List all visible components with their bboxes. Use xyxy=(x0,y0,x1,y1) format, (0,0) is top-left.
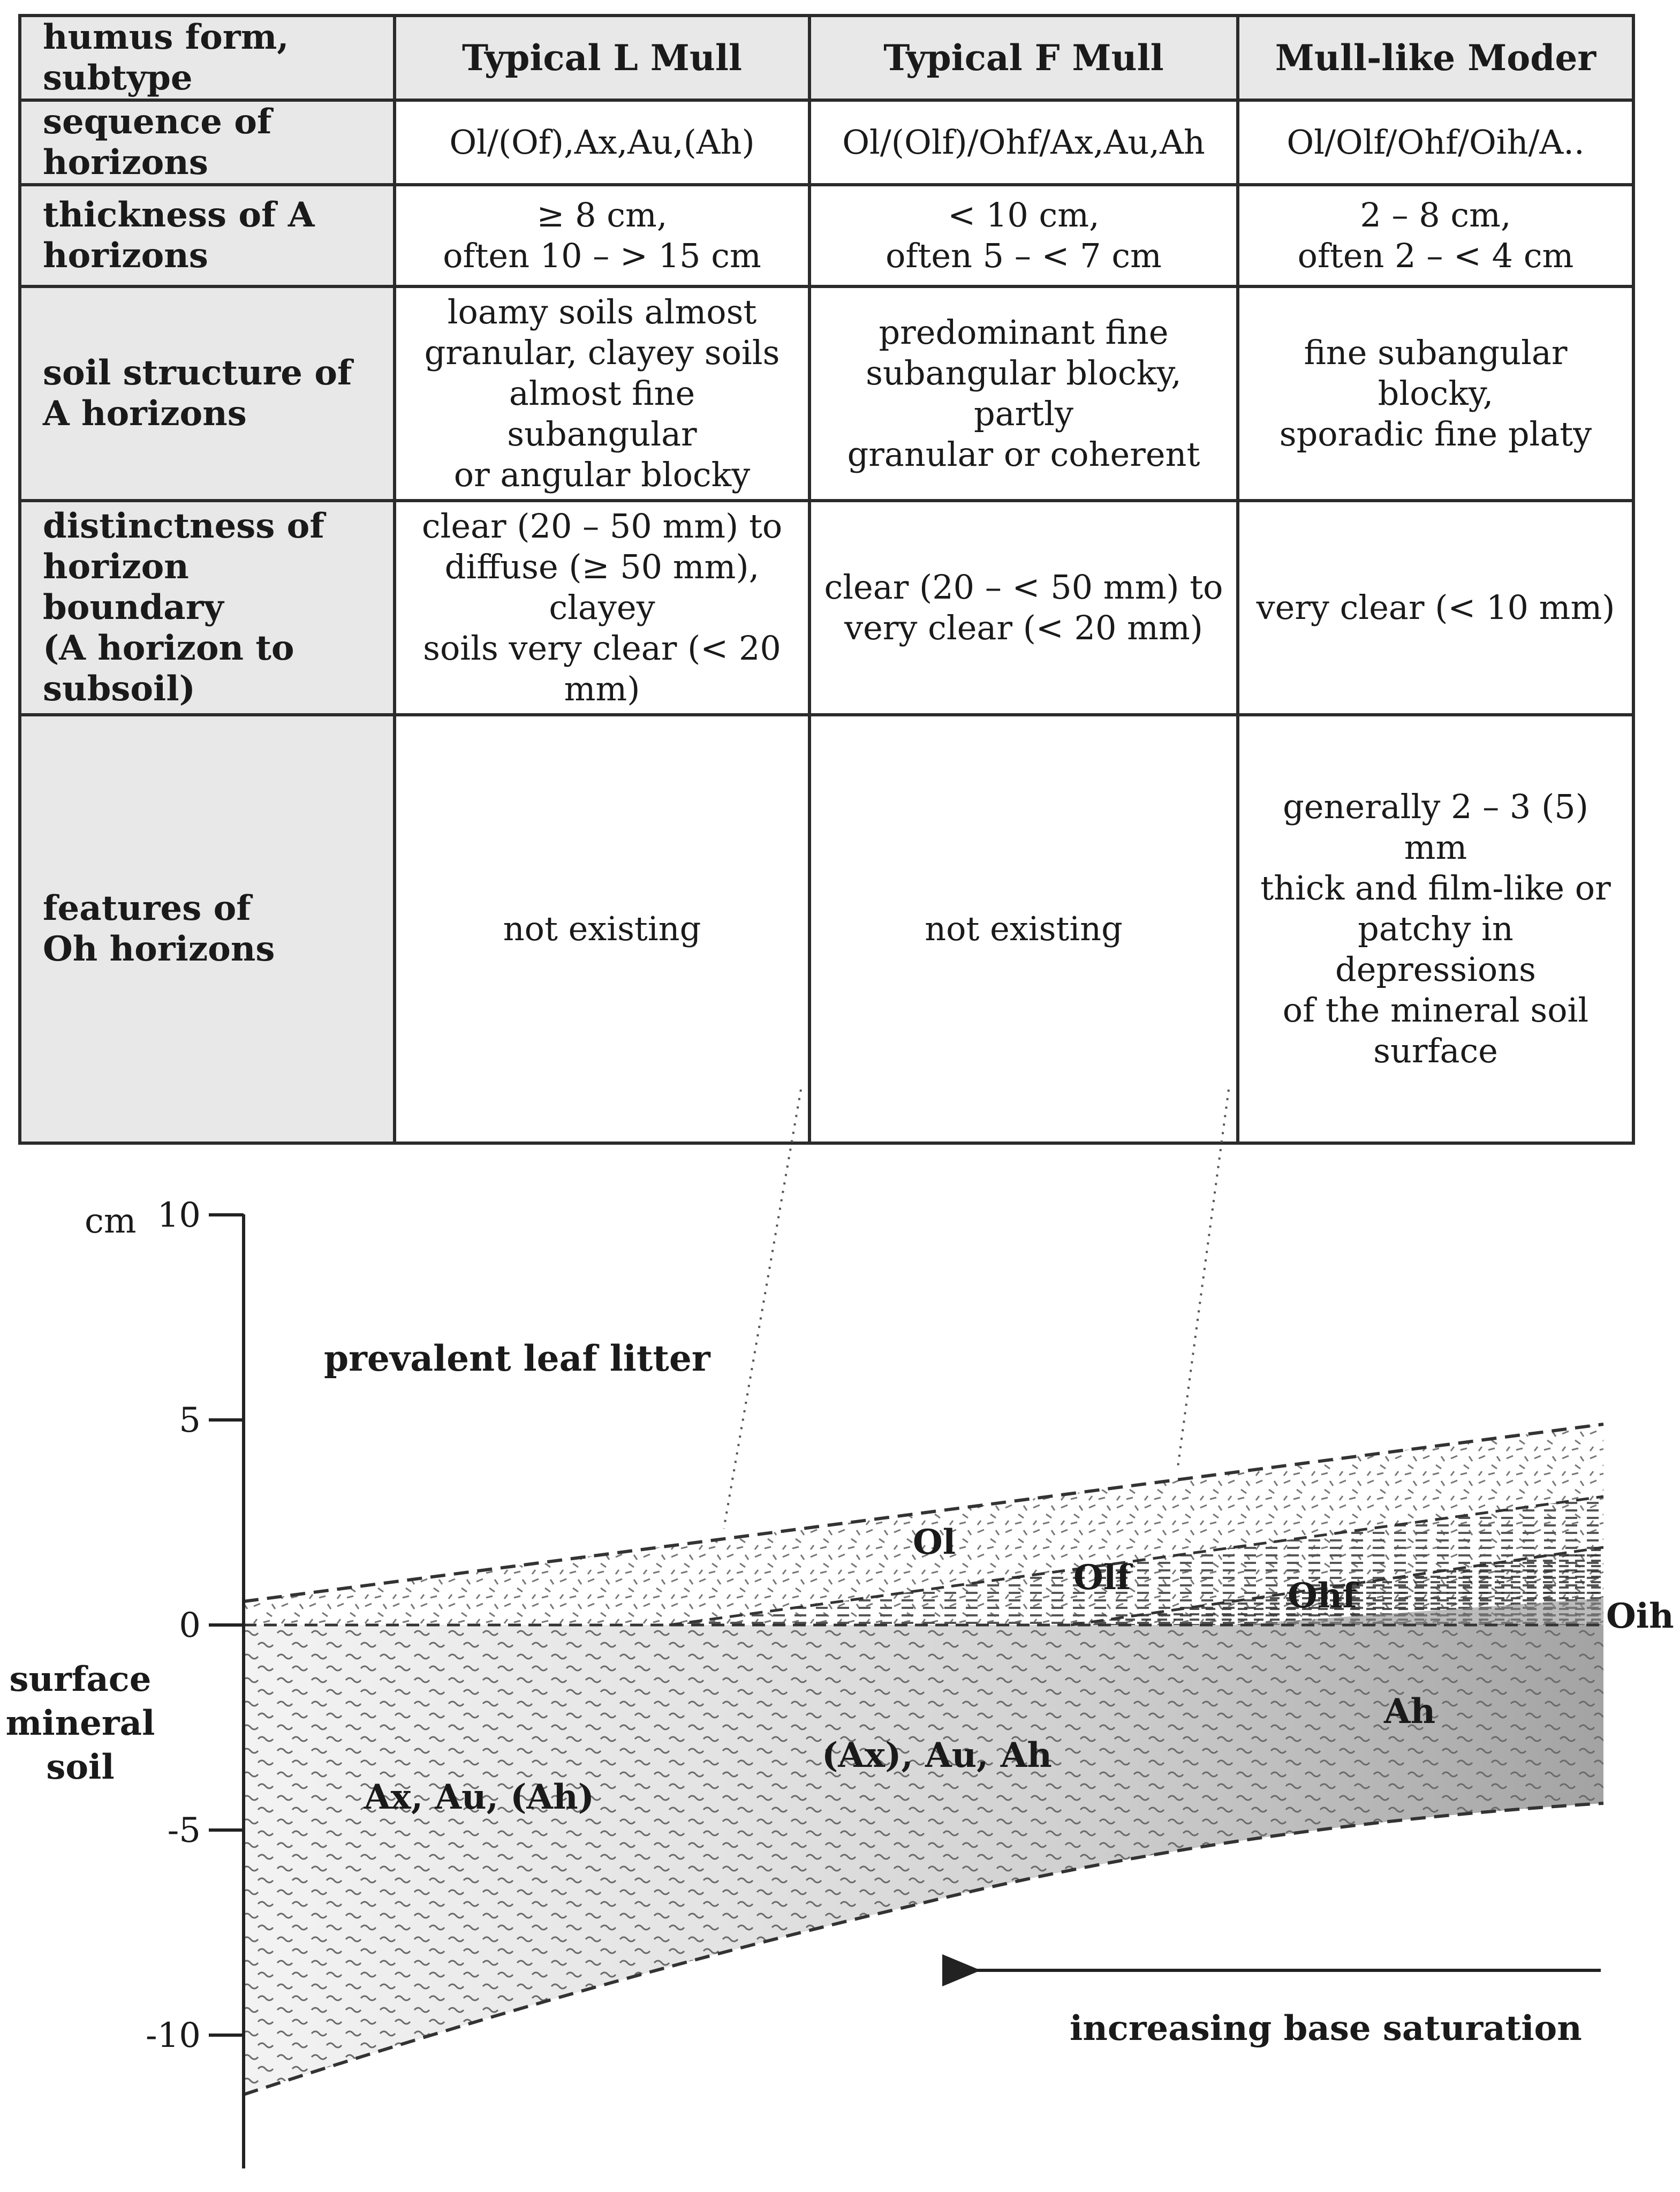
y-axis-tick-label: 10 xyxy=(157,1196,201,1235)
table-row xyxy=(20,715,1633,1143)
table-cell: < 10 cm, often 5 – < 7 cm xyxy=(809,185,1238,286)
layer-ol-label: Ol xyxy=(913,1522,956,1562)
surface-label: surface xyxy=(9,1659,152,1699)
leaf-litter-label: prevalent leaf litter xyxy=(324,1337,710,1379)
table-cell: Ol/(Of),Ax,Au,(Ah) xyxy=(395,100,809,185)
row-label: distinctness of horizon boundary (A horizon to subsoil) xyxy=(20,501,395,715)
header-mull-like-moder: Mull-like Moder xyxy=(1238,16,1633,100)
table-cell: generally 2 – 3 (5) mm thick and film-like or patchy in depressions of the mineral soil surface xyxy=(1238,715,1633,1143)
table-cell: Ol/Olf/Ohf/Oih/A.. xyxy=(1238,100,1633,185)
connector-dotted-line xyxy=(1178,1090,1229,1467)
table-cell: loamy soils almost granular, clayey soils almost fine subangular or angular blocky xyxy=(395,286,809,501)
table-cell: Ol/(Olf)/Ohf/Ax,Au,Ah xyxy=(809,100,1238,185)
humus-form-table xyxy=(18,14,1635,1145)
base-saturation-label: increasing base saturation xyxy=(1070,2008,1582,2049)
axis-unit-label: cm xyxy=(85,1201,137,1241)
layer-olf-label: Olf xyxy=(1073,1558,1131,1598)
table-cell: clear (20 – 50 mm) to diffuse (≥ 50 mm), clayey soils very clear (< 20 mm) xyxy=(395,501,809,715)
mineral-label: mineral xyxy=(5,1703,155,1743)
row-label: thickness of A horizons xyxy=(20,185,395,286)
table-cell: fine subangular blocky, sporadic fine platy xyxy=(1238,286,1633,501)
row-label: soil structure of A horizons xyxy=(20,286,395,501)
zone-typical-l-mull-label: Ax, Au, (Ah) xyxy=(364,1777,594,1817)
soil-label: soil xyxy=(46,1747,115,1787)
table-row xyxy=(20,100,1633,185)
table-header-row xyxy=(20,16,1633,100)
table-cell: ≥ 8 cm, often 10 – > 15 cm xyxy=(395,185,809,286)
table-cell: not existing xyxy=(395,715,809,1143)
row-label: features of Oh horizons xyxy=(20,715,395,1143)
header-typical-l-mull: Typical L Mull xyxy=(395,16,809,100)
y-axis-tick-label: -5 xyxy=(167,1811,201,1850)
row-label: sequence of horizons xyxy=(20,100,395,185)
table-cell: clear (20 – < 50 mm) to very clear (< 20 mm) xyxy=(809,501,1238,715)
layer-oih-label: Oih xyxy=(1606,1596,1674,1636)
header-humus-form: humus form, subtype xyxy=(20,16,395,100)
table-row xyxy=(20,185,1633,286)
table-cell: very clear (< 10 mm) xyxy=(1238,501,1633,715)
y-axis-tick-label: 5 xyxy=(179,1401,201,1440)
zone-typical-f-mull-label: (Ax), Au, Ah xyxy=(822,1735,1052,1775)
table-cell: predominant fine subangular blocky, partly granular or coherent xyxy=(809,286,1238,501)
y-axis-tick-label: 0 xyxy=(179,1606,201,1645)
table-row xyxy=(20,501,1633,715)
header-typical-f-mull: Typical F Mull xyxy=(809,16,1238,100)
table-cell: 2 – 8 cm, often 2 – < 4 cm xyxy=(1238,185,1633,286)
y-axis-tick-label: -10 xyxy=(145,2016,201,2055)
table-cell: not existing xyxy=(809,715,1238,1143)
connector-dotted-line xyxy=(724,1090,801,1529)
layer-ah-label: Ah xyxy=(1384,1691,1436,1732)
table-row xyxy=(20,286,1633,501)
y-axis-ticks xyxy=(146,1196,244,2055)
layer-ohf-label: Ohf xyxy=(1288,1576,1357,1616)
